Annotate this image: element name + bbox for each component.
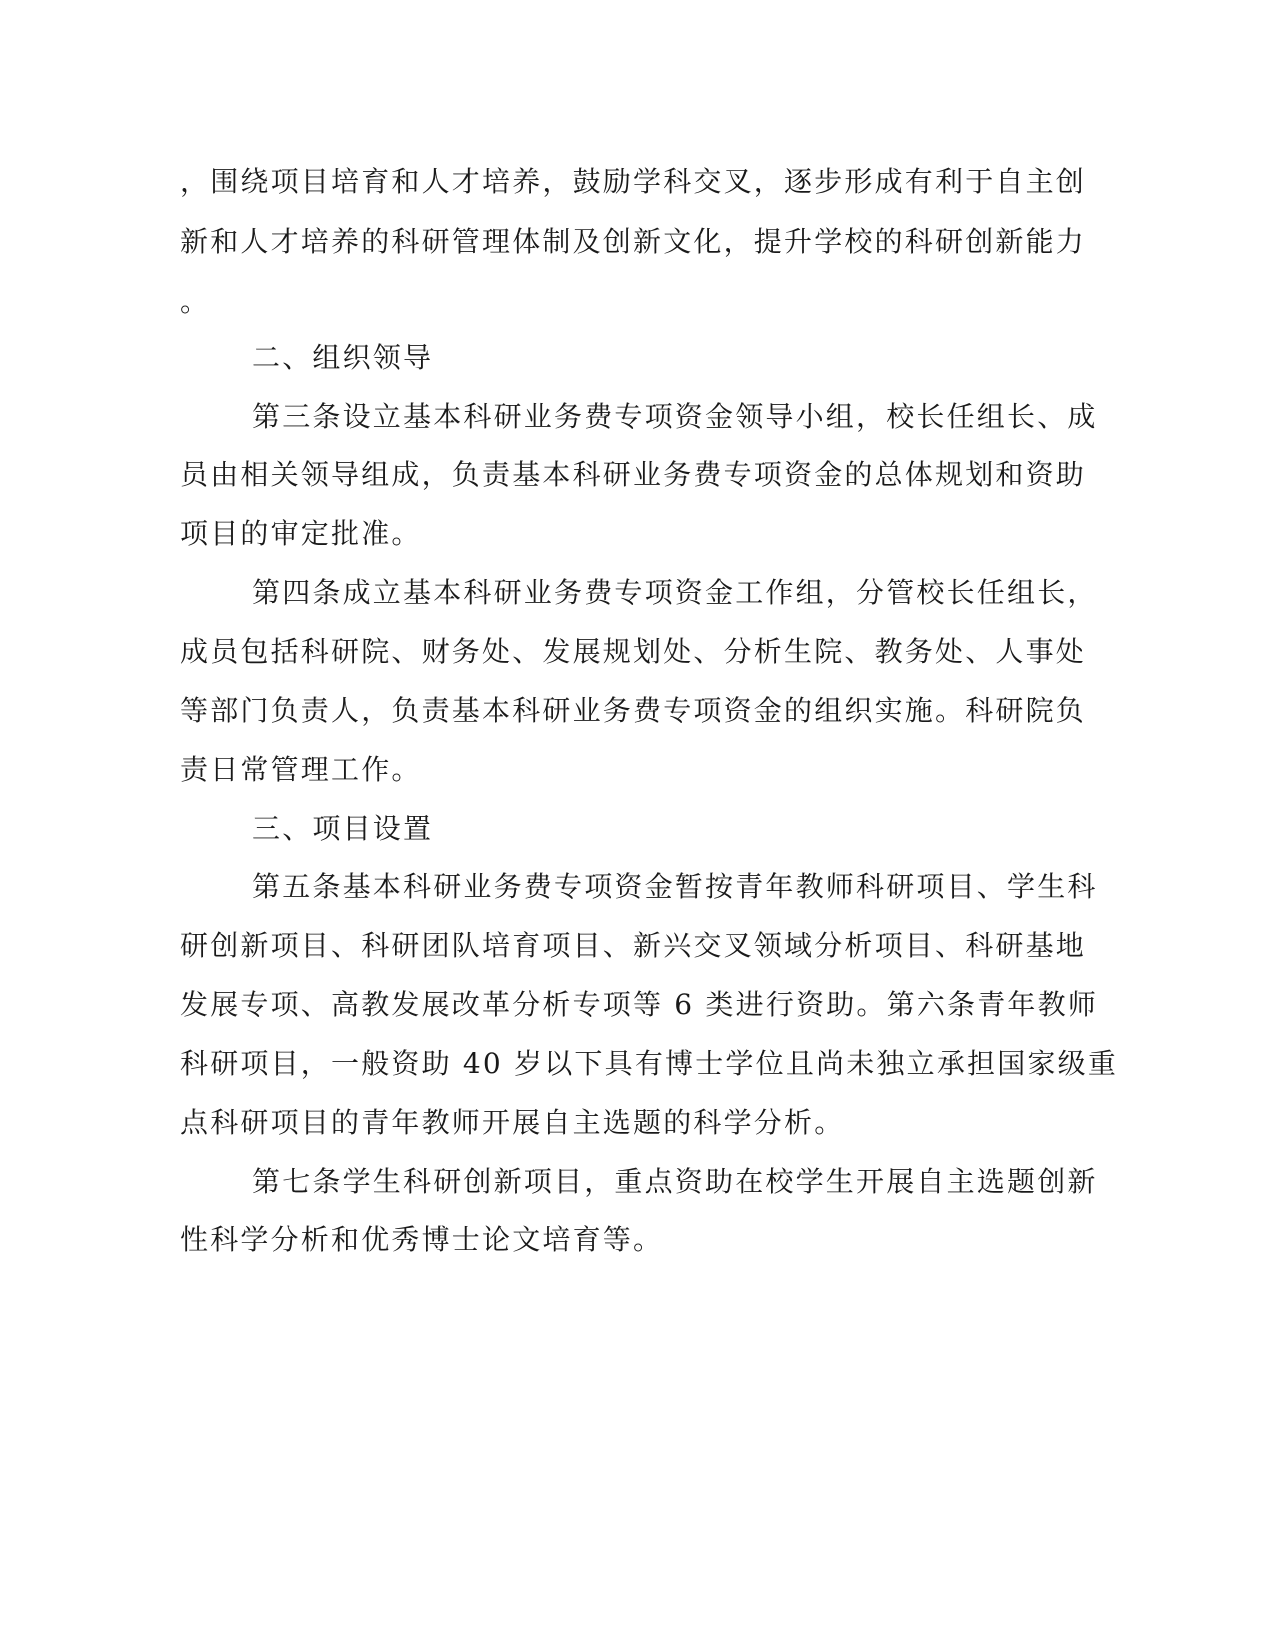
- body-text-line: 科研项目，一般资助 40 岁以下具有博士学位且尚未独立承担国家级重: [180, 1047, 1119, 1080]
- body-text-line: 发展专项、高教发展改革分析专项等 6 类进行资助。第六条青年教师: [180, 988, 1099, 1021]
- body-text-line: 。: [180, 285, 211, 318]
- body-text-line: 新和人才培养的科研管理体制及创新文化，提升学校的科研创新能力: [180, 225, 1087, 258]
- body-text-line: 项目的审定批准。: [180, 517, 422, 550]
- paragraph-first-line: 第七条学生科研创新项目，重点资助在校学生开展自主选题创新: [252, 1165, 1098, 1198]
- body-text-line: ，围绕项目培育和人才培养，鼓励学科交叉，逐步形成有利于自主创: [180, 165, 1087, 198]
- body-text-line: 员由相关领导组成，负责基本科研业务费专项资金的总体规划和资助: [180, 458, 1087, 491]
- body-text-line: 责日常管理工作。: [180, 753, 422, 786]
- body-text-line: 成员包括科研院、财务处、发展规划处、分析生院、教务处、人事处: [180, 635, 1087, 668]
- paragraph-first-line: 第五条基本科研业务费专项资金暂按青年教师科研项目、学生科: [252, 870, 1098, 903]
- body-text-line: 等部门负责人，负责基本科研业务费专项资金的组织实施。科研院负: [180, 694, 1087, 727]
- body-text-line: 性科学分析和优秀博士论文培育等。: [180, 1223, 664, 1256]
- paragraph-first-line: 第四条成立基本科研业务费专项资金工作组，分管校长任组长，: [252, 576, 1098, 609]
- paragraph-first-line: 第三条设立基本科研业务费专项资金领导小组，校长任组长、成: [252, 400, 1098, 433]
- body-text-line: 点科研项目的青年教师开展自主选题的科学分析。: [180, 1106, 845, 1139]
- section-heading: 三、项目设置: [252, 812, 434, 845]
- section-heading: 二、组织领导: [252, 341, 434, 374]
- body-text-line: 研创新项目、科研团队培育项目、新兴交叉领域分析项目、科研基地: [180, 929, 1087, 962]
